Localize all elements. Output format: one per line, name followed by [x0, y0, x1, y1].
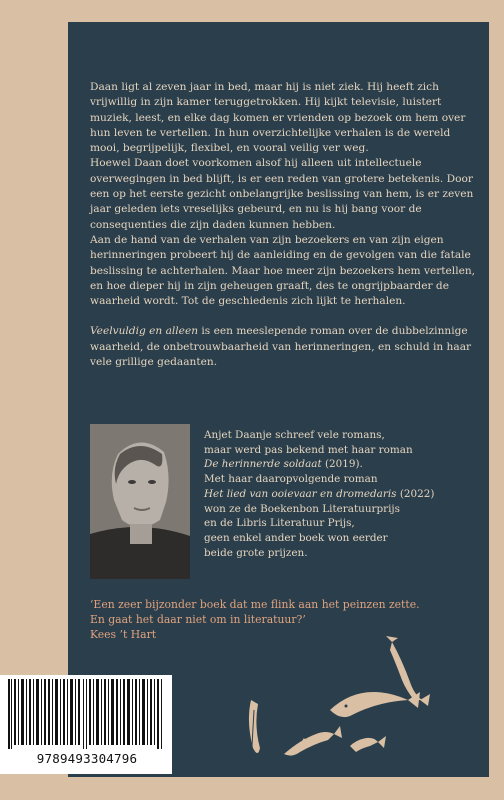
- blurb-paragraph-2: Hoewel Daan doet voorkomen alsof hij alleen uit intellectuele overwegingen in bed blijft, is er een reden van grotere betekenis. Door een op het eerste gezicht onbelangrijke beslissing van hem, is er zeven jaar geleden iets vreselijks gebeurd, en nu is hij bang voor de consequenties die zijn daden kunnen hebben.: [90, 157, 474, 231]
- fish-icon: [350, 736, 386, 752]
- bio-book-title: Het lied van ooievaar en dromedaris: [204, 487, 397, 500]
- feather-logo-icon: [249, 700, 260, 753]
- blurb-paragraph-1: Daan ligt al zeven jaar in bed, maar hij is niet ziek. Hij heeft zich vrijwillig in zijn kamer teruggetrokken. Hij kijkt televisie, luistert muziek, leest, en elke dag komen er vrienden op bezoek om hem over hun leven te vertellen. In hun overzichtelijke verhalen is de wereld mooi, begrijpelijk, flexibel, en vooral veilig ver weg.: [90, 81, 466, 155]
- bio-line: Met haar daaropvolgende roman: [204, 473, 378, 486]
- bio-line: en de Libris Literatuur Prijs,: [204, 517, 355, 530]
- blurb-paragraph-4-text: is een meeslepende roman over de dubbelzinnige waarheid, de onbetrouwbaarheid van herinneringen, en schuld in haar vele grillige gedaanten.: [90, 325, 472, 369]
- barcode-bars-icon: [0, 675, 172, 751]
- barcode: [0, 675, 172, 774]
- fish-icon: [284, 726, 342, 756]
- isbn-number: 9789493304796: [36, 751, 138, 766]
- blurb-paragraph-3: Aan de hand van de verhalen van zijn bezoekers en van zijn eigen herinneringen probeert hij de aanleiding en de gevolgen van die fatale beslissing te achterhalen. Maar hoe meer zijn bezoekers hem vertellen, en hoe dieper hij in zijn geheugen graaft, des te ongrijpbaarder de waarheid wordt. Tot de geschiedenis zich lijkt te herhalen.: [90, 233, 476, 308]
- bio-line: maar werd pas bekend met haar roman: [204, 443, 413, 456]
- bio-line-text: (2019).: [321, 458, 363, 471]
- quote-author: Kees ’t Hart: [90, 628, 157, 641]
- bio-line: beide grote prijzen.: [204, 546, 308, 559]
- quote-line: En gaat het daar niet om in literatuur?’: [90, 613, 306, 626]
- bio-line: won ze de Boekenbon Literatuurprijs: [204, 502, 400, 515]
- fish-icon: [330, 692, 420, 717]
- quote-line: ‘Een zeer bijzonder boek dat me flink aan het peinzen zette.: [90, 598, 420, 611]
- bio-line-text: (2022): [396, 487, 435, 500]
- bio-book-title: De herinnerde soldaat: [204, 458, 322, 471]
- bio-line: geen enkel ander boek won eerder: [204, 531, 388, 544]
- bio-line: Anjet Daanje schreef vele romans,: [204, 429, 385, 441]
- book-title: Veelvuldig en alleen: [90, 325, 199, 338]
